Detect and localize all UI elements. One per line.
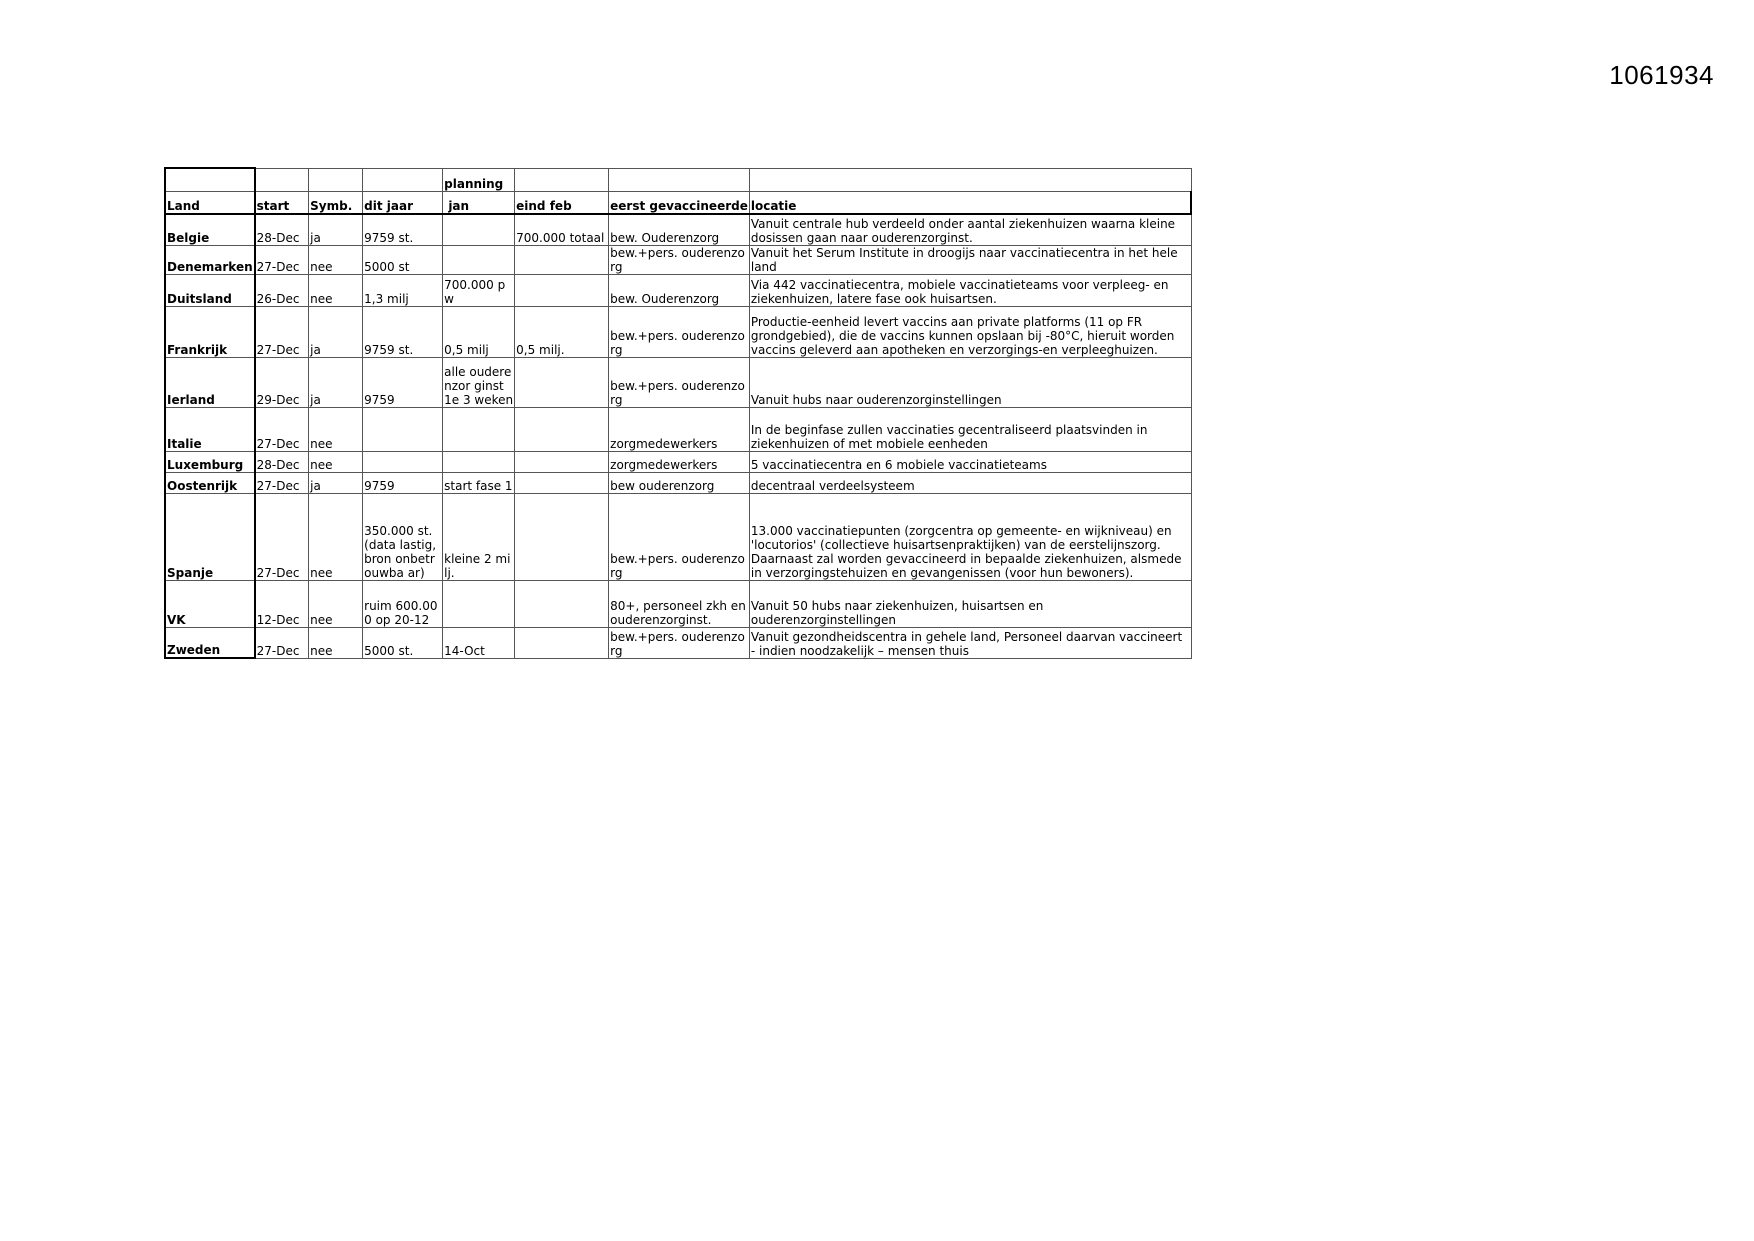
eind-feb-cell [515,357,609,407]
eind-feb-cell [515,627,609,658]
symb-cell: nee [309,245,363,274]
land-cell: Belgie [165,214,255,245]
symb-cell: nee [309,493,363,580]
eind-feb-cell: 700.000 totaal [515,214,609,245]
dit-jaar-cell: 9759 st. [363,214,443,245]
land-cell: Luxemburg [165,451,255,472]
eerst-gevaccineerde-cell: bew. Ouderenzorg [609,274,750,306]
dit-jaar-cell: 9759 st. [363,306,443,357]
eind-feb-cell [515,407,609,451]
symb-cell: nee [309,627,363,658]
dit-jaar-cell: ruim 600.000 op 20-12 [363,580,443,627]
header-cell-empty [609,168,750,191]
header-planning: planning [443,168,515,191]
dit-jaar-cell: 5000 st. [363,627,443,658]
jan-cell: kleine 2 milj. [443,493,515,580]
eerst-gevaccineerde-cell: 80+, personeel zkh en ouderenzorginst. [609,580,750,627]
start-cell: 26-Dec [255,274,309,306]
jan-cell [443,245,515,274]
table-row [165,493,1191,580]
eerst-gevaccineerde-cell: bew. Ouderenzorg [609,214,750,245]
dit-jaar-cell: 1,3 milj [363,274,443,306]
eind-feb-cell [515,472,609,493]
header-cell-empty [363,168,443,191]
jan-cell: 0,5 milj [443,306,515,357]
dit-jaar-cell: 350.000 st. (data lastig, bron onbetrouwba ar) [363,493,443,580]
locatie-cell: Productie-eenheid levert vaccins aan private platforms (11 op FR grondgebied), die de vaccins kunnen opslaan bij -80°C, hieruit worden vaccins geleverd aan apotheken en verzorgings-en verpleeghuizen. [749,306,1191,357]
eind-feb-cell [515,274,609,306]
dit-jaar-cell: 9759 [363,357,443,407]
symb-cell: ja [309,357,363,407]
locatie-cell: Vanuit het Serum Institute in droogijs naar vaccinatiecentra in het hele land [749,245,1191,274]
locatie-cell: decentraal verdeelsysteem [749,472,1191,493]
header-land: Land [165,191,255,214]
jan-cell: start fase 1 [443,472,515,493]
jan-cell: alle ouderenzor ginst 1e 3 weken [443,357,515,407]
land-cell: Oostenrijk [165,472,255,493]
start-cell: 27-Dec [255,627,309,658]
table-row [165,245,1191,274]
locatie-cell: Via 442 vaccinatiecentra, mobiele vaccinatieteams voor verpleeg- en ziekenhuizen, latere fase ook huisartsen. [749,274,1191,306]
start-cell: 27-Dec [255,245,309,274]
eind-feb-cell: 0,5 milj. [515,306,609,357]
land-cell: Ierland [165,357,255,407]
header-cell-empty [515,168,609,191]
eerst-gevaccineerde-cell: bew ouderenzorg [609,472,750,493]
header-jan: jan [443,191,515,214]
eerst-gevaccineerde-cell: bew.+pers. ouderenzorg [609,357,750,407]
table-row [165,306,1191,357]
table-row [165,214,1191,245]
header-eerst-gevaccineerde: eerst gevaccineerde [609,191,750,214]
locatie-cell: Vanuit hubs naar ouderenzorginstellingen [749,357,1191,407]
start-cell: 27-Dec [255,407,309,451]
header-cell-empty [165,168,255,191]
table-row [165,407,1191,451]
table-row [165,451,1191,472]
land-cell: VK [165,580,255,627]
land-cell: Spanje [165,493,255,580]
locatie-cell: 13.000 vaccinatiepunten (zorgcentra op gemeente- en wijkniveau) en 'locutorios' (collectieve huisartsenpraktijken) van de eerstelijnszorg. Daarnaast zal worden gevaccineerd in bepaalde ziekenhuizen, alsmede in verzorgingstehuizen en gevangenissen (voor hun bewoners). [749,493,1191,580]
eind-feb-cell [515,580,609,627]
eind-feb-cell [515,245,609,274]
jan-cell: 700.000 pw [443,274,515,306]
symb-cell: nee [309,274,363,306]
locatie-cell: Vanuit 50 hubs naar ziekenhuizen, huisartsen en ouderenzorginstellingen [749,580,1191,627]
symb-cell: nee [309,451,363,472]
symb-cell: nee [309,407,363,451]
land-cell: Zweden [165,627,255,658]
symb-cell: ja [309,306,363,357]
table-row [165,472,1191,493]
header-cell-empty [749,168,1191,191]
start-cell: 28-Dec [255,451,309,472]
header-row-planning [165,168,1191,191]
locatie-cell: Vanuit centrale hub verdeeld onder aantal ziekenhuizen waarna kleine dosissen gaan naar ouderenzorginst. [749,214,1191,245]
symb-cell: ja [309,472,363,493]
eerst-gevaccineerde-cell: bew.+pers. ouderenzorg [609,245,750,274]
jan-cell [443,214,515,245]
locatie-cell: Vanuit gezondheidscentra in gehele land, Personeel daarvan vaccineert - indien noodzakelijk – mensen thuis [749,627,1191,658]
jan-cell: 14-Oct [443,627,515,658]
dit-jaar-cell: 5000 st [363,245,443,274]
eind-feb-cell [515,451,609,472]
header-symb: Symb. [309,191,363,214]
header-dit-jaar: dit jaar [363,191,443,214]
land-cell: Duitsland [165,274,255,306]
header-locatie: locatie [749,191,1191,214]
eerst-gevaccineerde-cell: zorgmedewerkers [609,407,750,451]
locatie-cell: In de beginfase zullen vaccinaties gecentraliseerd plaatsvinden in ziekenhuizen of met mobiele eenheden [749,407,1191,451]
jan-cell [443,451,515,472]
table-row [165,627,1191,658]
start-cell: 27-Dec [255,306,309,357]
table-row [165,274,1191,306]
start-cell: 29-Dec [255,357,309,407]
start-cell: 27-Dec [255,493,309,580]
header-row-columns [165,191,1191,214]
eerst-gevaccineerde-cell: bew.+pers. ouderenzorg [609,306,750,357]
dit-jaar-cell [363,451,443,472]
jan-cell [443,407,515,451]
land-cell: Italie [165,407,255,451]
symb-cell: nee [309,580,363,627]
header-cell-empty [255,168,309,191]
vaccination-planning-table [164,167,1192,659]
locatie-cell: 5 vaccinatiecentra en 6 mobiele vaccinatieteams [749,451,1191,472]
eerst-gevaccineerde-cell: bew.+pers. ouderenzorg [609,493,750,580]
land-cell: Denemarken [165,245,255,274]
header-eind-feb: eind feb [515,191,609,214]
start-cell: 27-Dec [255,472,309,493]
land-cell: Frankrijk [165,306,255,357]
table-row [165,357,1191,407]
header-start: start [255,191,309,214]
jan-cell [443,580,515,627]
table-row [165,580,1191,627]
header-cell-empty [309,168,363,191]
eind-feb-cell [515,493,609,580]
symb-cell: ja [309,214,363,245]
eerst-gevaccineerde-cell: zorgmedewerkers [609,451,750,472]
start-cell: 28-Dec [255,214,309,245]
dit-jaar-cell [363,407,443,451]
eerst-gevaccineerde-cell: bew.+pers. ouderenzorg [609,627,750,658]
document-number: 1061934 [1609,60,1714,90]
dit-jaar-cell: 9759 [363,472,443,493]
start-cell: 12-Dec [255,580,309,627]
